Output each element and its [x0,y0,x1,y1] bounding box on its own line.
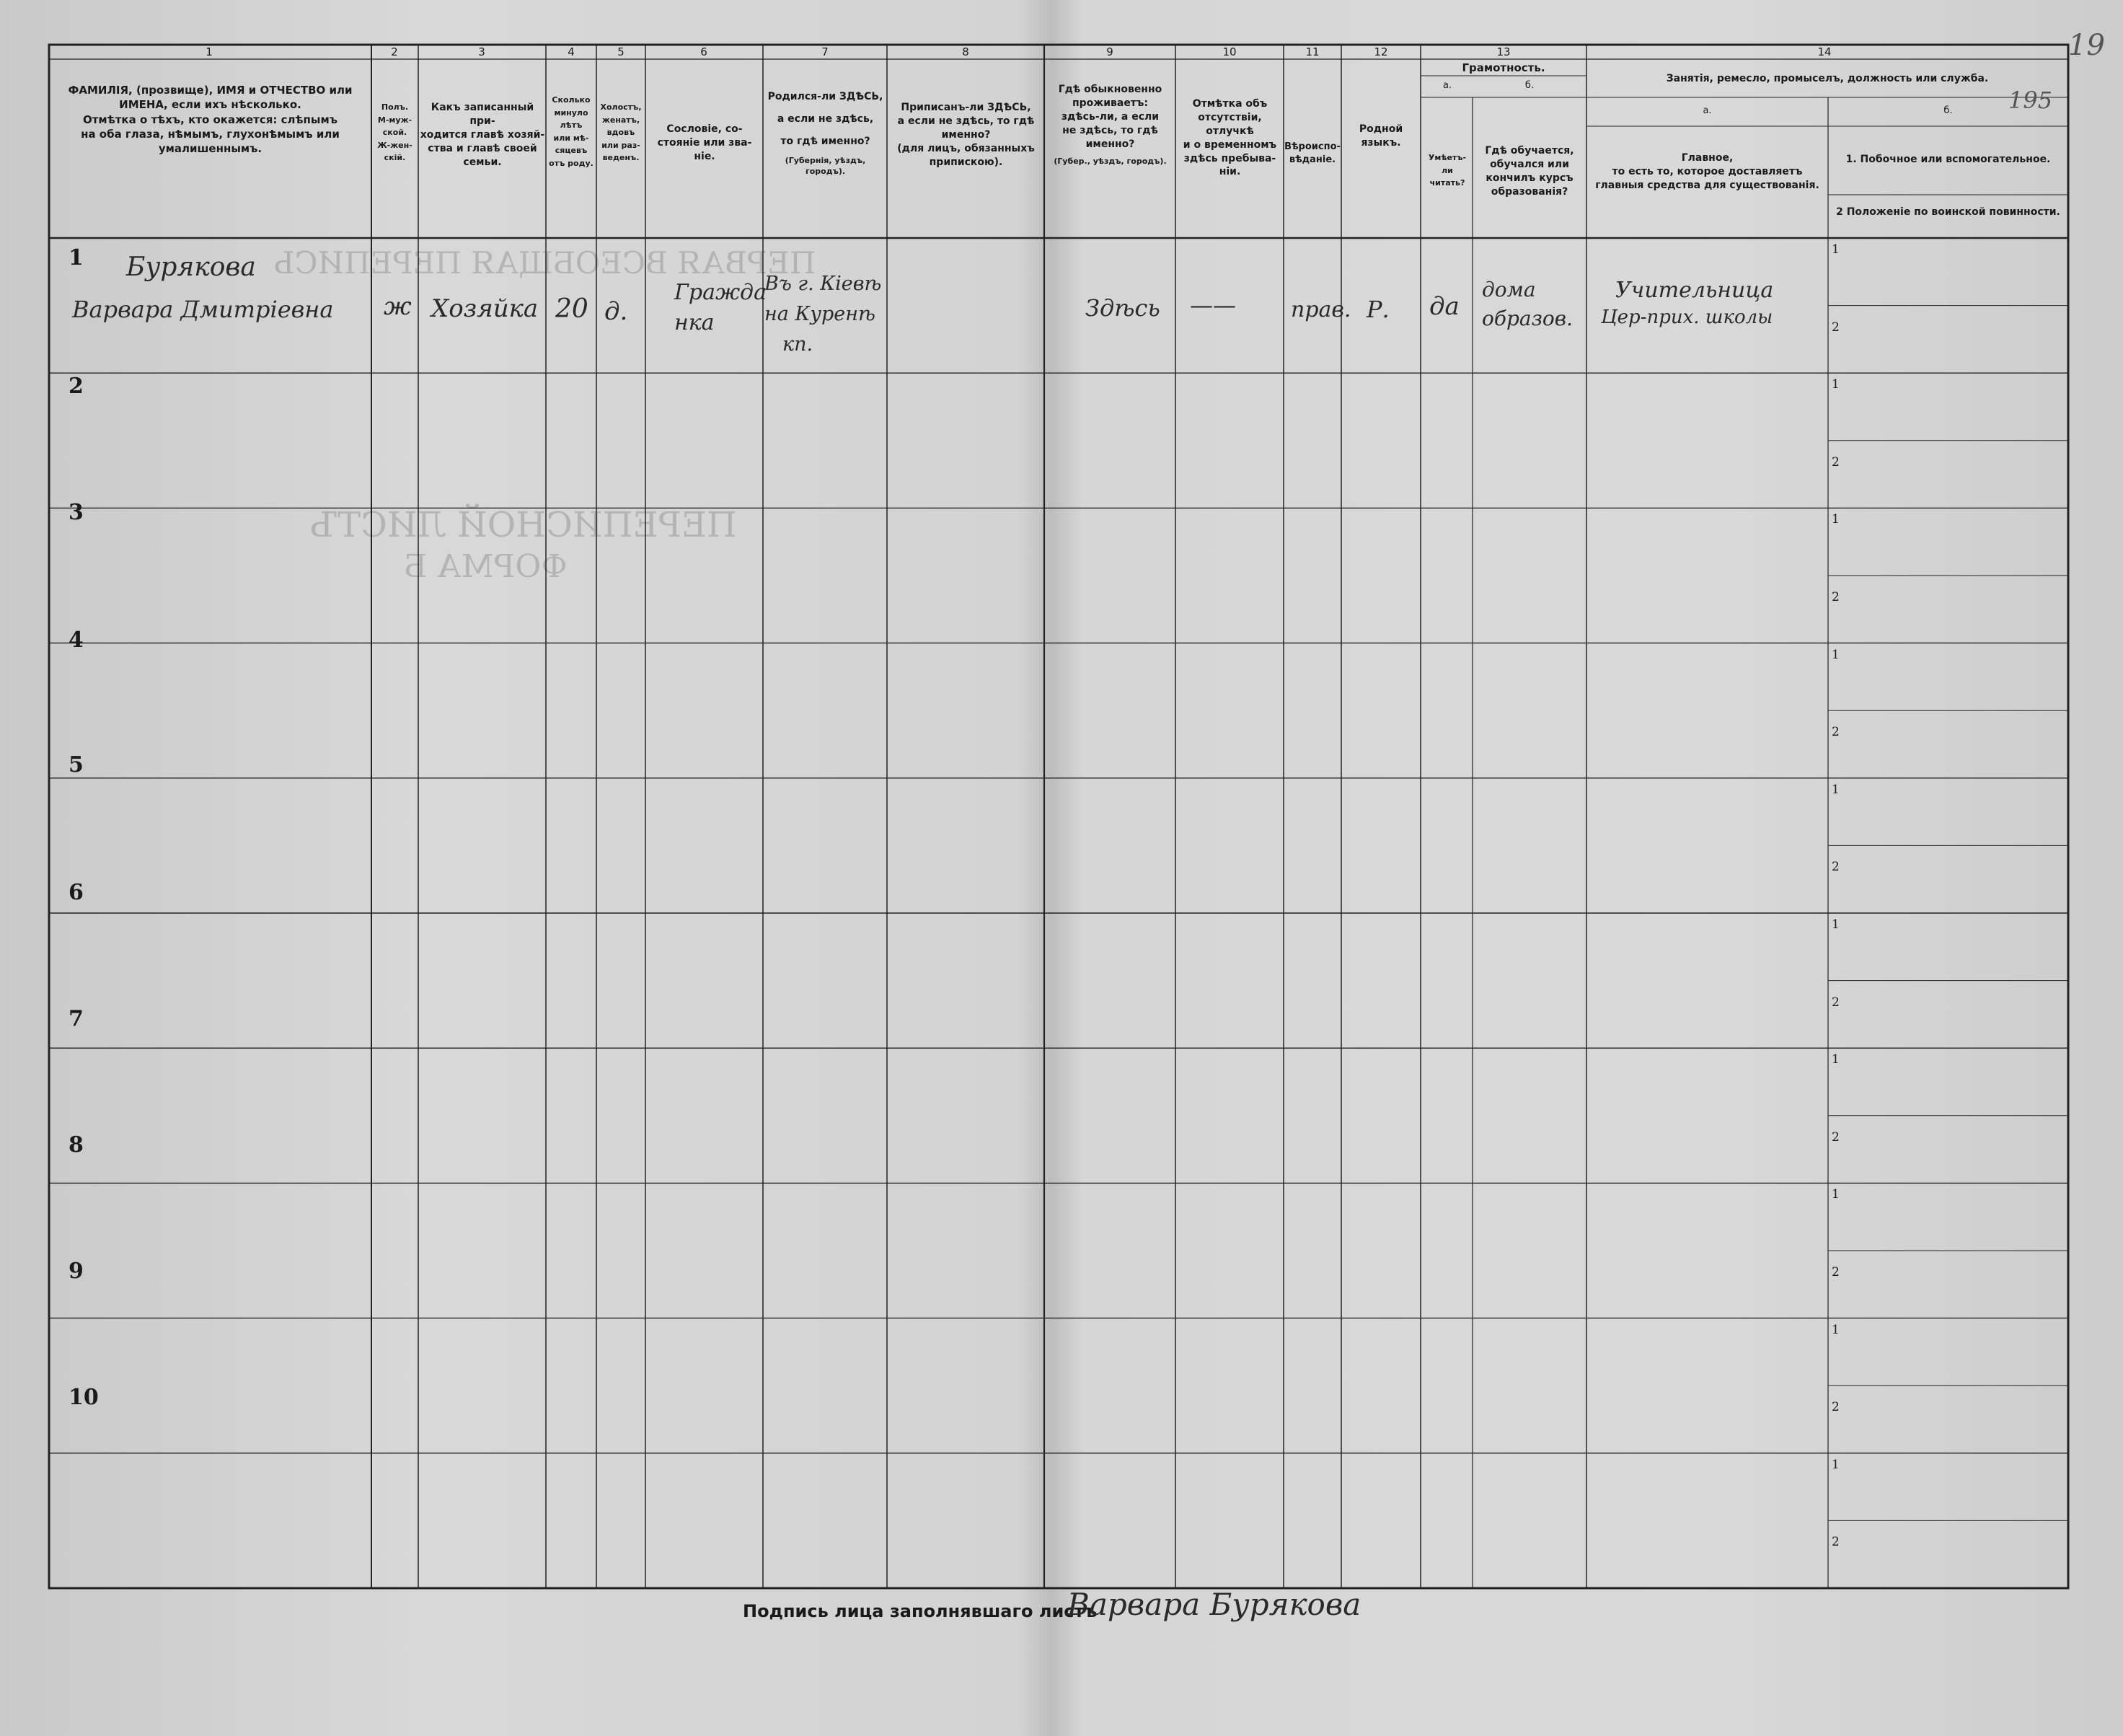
column-number: 8 [962,45,969,58]
header-literacy: Грамотность. [1462,61,1545,74]
entry-marital: д. [604,297,628,326]
header-birthplace: Родился-ли ЗДѢСЬ, а если не здѣсь, то гдѣ именно? (Губернія, уѣздъ, городъ). [767,91,883,176]
row-number: 7 [69,1006,84,1031]
bleed-through-text: ПЕРЕПИСНОЙ ЛИСТЪ [310,505,737,545]
subrow-label-secondary: 1 [1832,1457,1840,1472]
subrow-label-secondary: 1 [1832,1187,1840,1202]
subrow-label-military: 2 [1832,1400,1840,1415]
column-number: 4 [568,45,575,58]
subrow-label-military: 2 [1832,590,1840,604]
entry-birthplace-line1: Въ г. Кіевѣ [764,273,882,295]
column-number: 14 [1817,45,1832,58]
entry-absence: —— [1190,291,1236,319]
row-number: 2 [69,374,84,399]
column-number: 1 [206,45,213,58]
header-can-read: Умѣетъ- ли читать? [1428,153,1467,188]
bleed-through-text: ПЕРВАЯ ВСЕОБЩАЯ ПЕРЕПИСЬ [274,245,816,281]
subrow-label-military: 2 [1832,1265,1840,1279]
header-relation: Какъ записанный при- ходится главѣ хозяй- ства и главѣ своей семьи. [420,102,545,168]
subrow-label-secondary: 1 [1832,242,1840,257]
subrow-label-secondary: 1 [1832,512,1840,527]
signature-label: Подпись лица заполнявшаго листъ [743,1601,1098,1621]
page-number-mark-inner: 195 [2008,87,2053,114]
entry-language: Р. [1367,296,1390,323]
header-estate: Сословіе, со- стояніе или зва- ніе. [657,123,752,162]
column-number: 11 [1305,45,1320,58]
subrow-label-secondary: 1 [1832,1322,1840,1337]
header-absence: Отмѣтка объ отсутствіи, отлучкѣ и о временномъ здѣсь пребыва- ніи. [1183,98,1277,178]
entry-estate-line1: Гражда [674,280,767,305]
entry-estate-line2: нка [674,310,715,335]
entry-education-line1: дома [1482,278,1536,301]
entry-occupation-line1: Учительница [1615,278,1774,303]
subrow-label-military: 2 [1832,454,1840,470]
column-number: 5 [617,45,624,58]
header-occupation-b: б. [1943,105,1953,116]
row-number: 3 [69,500,84,525]
entry-religion: прав. [1291,297,1351,322]
header-literacy-a: а. [1442,80,1452,91]
header-education: Гдѣ обучается, обучался или кончилъ курсъ образованія? [1485,145,1574,198]
subrow-label-military: 2 [1832,1129,1840,1145]
subrow-label-military: 2 [1832,860,1840,875]
header-marital: Холостъ, женатъ, вдовъ или раз- веденъ. [600,102,642,163]
bleed-through-text: ФОРМА Б [404,548,568,585]
subrow-label-military: 2 [1832,725,1840,740]
header-religion: Вѣроиспо- вѣданіе. [1284,141,1341,165]
row-number: 5 [69,752,84,777]
column-number: 12 [1374,45,1388,58]
header-language: Родной языкъ. [1359,123,1403,149]
column-number: 3 [478,45,485,58]
header-secondary-occupation: 1. Побочное или вспомогательное. [1845,154,2051,165]
header-name: ФАМИЛІЯ, (прозвище), ИМЯ и ОТЧЕСТВО или ИМЕНА, если ихъ нѣсколько. Отмѣтка о тѣхъ, кто окажется: слѣпымъ на оба глаза, нѣмымъ, глухонѣмымъ или умалишеннымъ. [68,84,353,155]
entry-education-line2: образов. [1482,307,1573,330]
entry-given-name: Варвара Дмитріевна [72,296,334,323]
header-age: Сколько минуло лѣтъ или мѣ- сяцевъ отъ роду. [549,95,593,168]
page-number-mark: 19 [2068,29,2105,62]
subrow-label-military: 2 [1832,1535,1840,1550]
column-number: 10 [1222,45,1237,58]
row-number: 1 [69,245,84,270]
entry-relation: Хозяйка [431,294,539,323]
subrow-label-secondary: 1 [1832,647,1840,662]
subrow-label-military: 2 [1832,320,1840,335]
header-residence: Гдѣ обыкновенно проживаетъ: здѣсь-ли, а если не здѣсь, то гдѣ именно? (Губер., уѣздъ, городъ). [1054,84,1167,167]
entry-literate: да [1429,292,1460,321]
entry-sex: ж [384,292,412,321]
subrow-label-secondary: 1 [1832,782,1840,797]
entry-birthplace-line3: кп. [782,333,813,356]
subrow-label-military: 2 [1832,995,1840,1010]
column-number: 6 [700,45,707,58]
header-main-occupation: Главное, то есть то, которое доставляетъ главныя средства для существованія. [1595,152,1819,191]
header-occupation-a: а. [1703,105,1712,116]
row-number: 4 [69,627,84,653]
signature-value: Варвара Бурякова [1067,1587,1361,1622]
header-sex: Полъ. М-муж- ской. Ж-жен- скій. [377,102,412,163]
row-number: 10 [69,1385,99,1410]
header-literacy-b: б. [1524,80,1535,91]
header-registration: Приписанъ-ли ЗДѢСЬ, а если не здѣсь, то гдѣ именно? (для лицъ, обязанныхъ припискою). [897,102,1035,168]
entry-residence: Здѣсь [1085,294,1160,322]
row-number: 9 [69,1259,84,1284]
header-military-status: 2 Положеніе по воинской повинности. [1836,206,2060,218]
header-occupation: Занятія, ремесло, промыселъ, должность или служба. [1666,73,1989,84]
row-number: 6 [69,880,84,905]
column-number: 9 [1106,45,1113,58]
entry-surname: Бурякова [126,252,256,282]
subrow-label-secondary: 1 [1832,917,1840,932]
column-number: 2 [391,45,398,58]
row-number: 8 [69,1132,84,1158]
column-number: 7 [821,45,829,58]
entry-occupation-line2: Цер-прих. школы [1601,307,1773,328]
column-number: 13 [1496,45,1511,58]
entry-birthplace-line2: на Куренѣ [764,303,875,325]
subrow-label-secondary: 1 [1832,1052,1840,1067]
entry-age: 20 [555,294,588,324]
subrow-label-secondary: 1 [1832,377,1840,392]
